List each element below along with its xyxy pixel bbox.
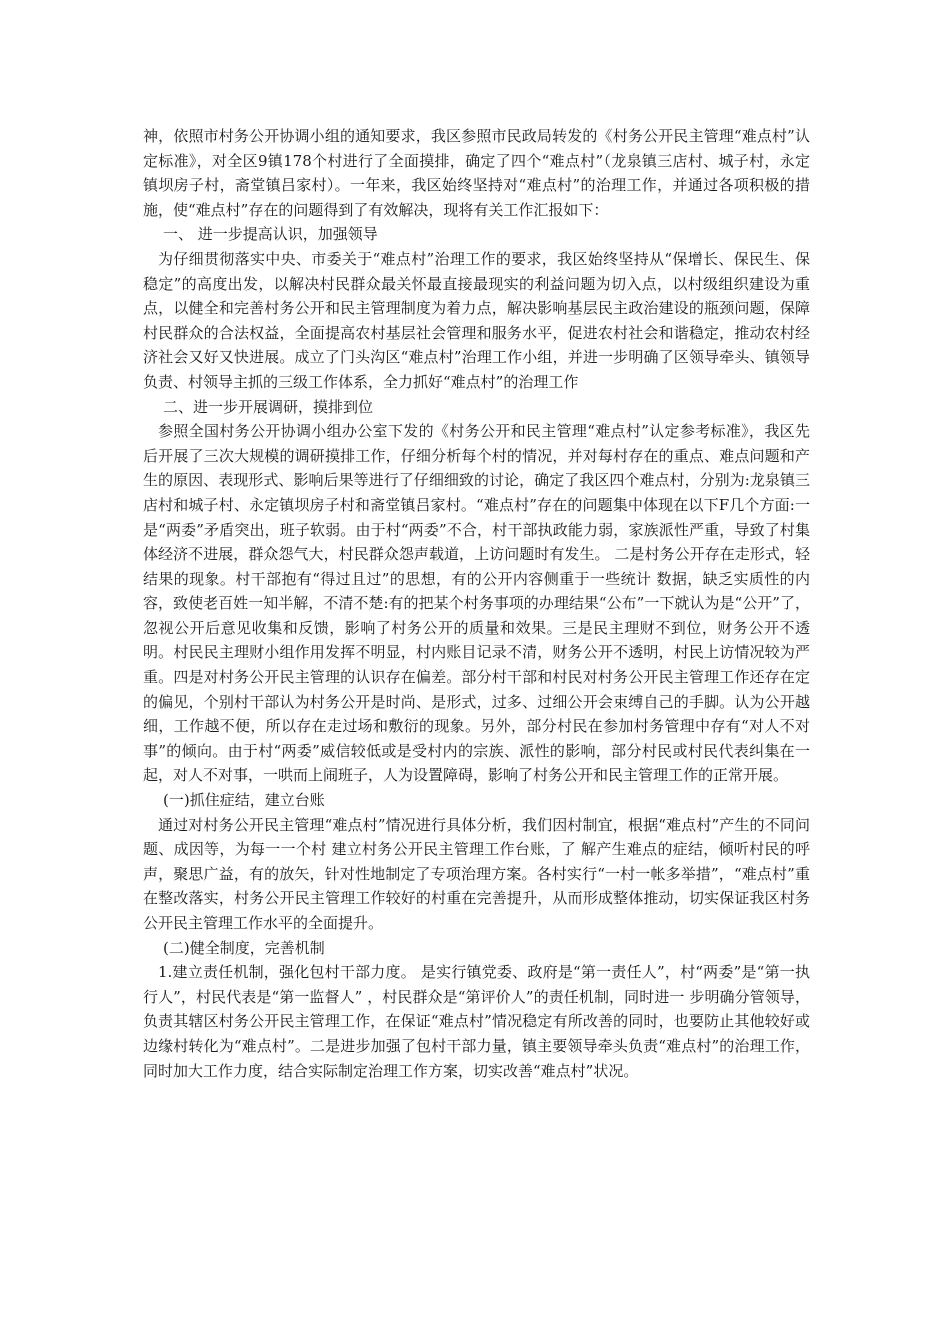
- section-2-heading: 二、进一步开展调研，摸排到位: [163, 397, 374, 416]
- subsection-1-heading: (一)抓住症结，建立台账: [163, 791, 325, 810]
- subsection-2-paragraph: 1.建立责任机制，强化包村干部力度。 是实行镇党委、政府是“第一责任人”，村“两委”是“第一执行人”，村民代表是“第一监督人” ，村民群众是“第评价人”的责任机制，同时进一 步明确分管领导，负责其辖区村务公开民主管理工作，在保证“难点村”情况稳定有所改善的同时，也要防止其他较好或边缘村转化为“难点村”。二是进步加强了包村干部力量，镇主要领导牵头负责“难点村”的治理工作，同时加大工作力度，结合实际制定治理工作方案，切实改善“难点村”状况。: [143, 963, 810, 1080]
- section-1-heading: 一、 进一步提高认识，加强领导: [163, 225, 378, 244]
- intro-paragraph: 神，依照市村务公开协调小组的通知要求，我区参照市民政局转发的《村务公开民主管理“难点村”认定标准》，对全区9镇178个村进行了全面摸排，确定了四个“难点村”（龙泉镇三店村、城子村，永定镇坝房子村，斋堂镇吕家村）。一年来，我区始终坚持对“难点村”的治理工作，并通过各项积极的措施，使“难点村”存在的问题得到了有效解决，现将有关工作汇报如下：: [143, 127, 810, 219]
- subsection-1-paragraph: 通过对村务公开民主管理“难点村”情况进行具体分析，我们因村制宜，根据“难点村”产生的不同问题、成因等，为每一一个村 建立村务公开民主管理工作台账，了 解产生难点的症结，倾听村民的呼声，聚思广益，有的放矢，针对性地制定了专项治理方案。各村实行“一村一帐多举措”，“难点村”重在整改落实，村务公开民主管理工作较好的村重在完善提升，从而形成整体推动，切实保证我区村务公开民主管理工作水平的全面提升。: [143, 815, 810, 932]
- document-page: [143, 124, 810, 1083]
- section-1-paragraph: 为仔细贯彻落实中央、市委关于“难点村”治理工作的要求，我区始终坚持从“保增长、保民生、保稳定”的高度出发，以解决村民群众最关怀最直接最现实的利益问题为切入点，以村级组织建设为重点，以健全和完善村务公开和民主管理制度为着力点，解决影响基层民主政治建设的瓶颈问题，保障村民群众的合法权益，全面提高农村基层社会管理和服务水平，促进农村社会和谐稳定，推动农村经济社会又好又快进展。成立了门头沟区“难点村”治理工作小组，并进一步明确了区领导牵头、镇领导负责、村领导主抓的三级工作体系，全力抓好“难点村”的治理工作: [143, 249, 810, 391]
- subsection-2-heading: (二)健全制度，完善机制: [163, 938, 325, 957]
- section-2-paragraph: 参照全国村务公开协调小组办公室下发的《村务公开和民主管理“难点村”认定参考标准》，我区先后开展了三次大规模的调研摸排工作，仔细分析每个村的情况，并对每村存在的重点、难点问题和产生的原因、表现形式、影响后果等进行了仔细细致的讨论，确定了我区四个难点村，分别为:龙泉镇三店村和城子村、永定镇坝房子村和斋堂镇吕家村。“难点村”存在的问题集中体现在以下F几个方面:一是“两委”矛盾突出，班子软弱。由于村“两委”不合，村干部执政能力弱，家族派性严重，导致了村集体经济不进展，群众怨气大，村民群众怨声载道，上访问题时有发生。 二是村务公开存在走形式，轻结果的现象。村干部抱有“得过且过”的思想，有的公开内容侧重于一些统计 数据，缺乏实质性的内容，致使老百姓一知半解，不清不楚:有的把某个村务事项的办理结果“公布”一下就认为是“公开”了，忽视公开后意见收集和反馈，影响了村务公开的质量和效果。三是民主理财不到位，财务公开不透明。村民民主理财小组作用发挥不明显，村内账目记录不清，财务公开不透明，村民上访情况较为严重。四是对村务公开民主管理的认识存在偏差。部分村干部和村民对村务公开民主管理工作还存在定的偏见，个别村干部认为村务公开是时尚、是形式，过多、过细公开会束缚自己的手脚。认为公开越细，工作越不便，所以存在走过场和敷衍的现象。另外，部分村民在参加村务管理中存有“对人不对事”的倾向。由于村“两委”威信较低或是受村内的宗族、派性的影响，部分村民或村民代表纠集在一起，对人不对事，一哄而上闹班子，人为设置障碍，影响了村务公开和民主管理工作的正常开展。: [143, 422, 810, 785]
